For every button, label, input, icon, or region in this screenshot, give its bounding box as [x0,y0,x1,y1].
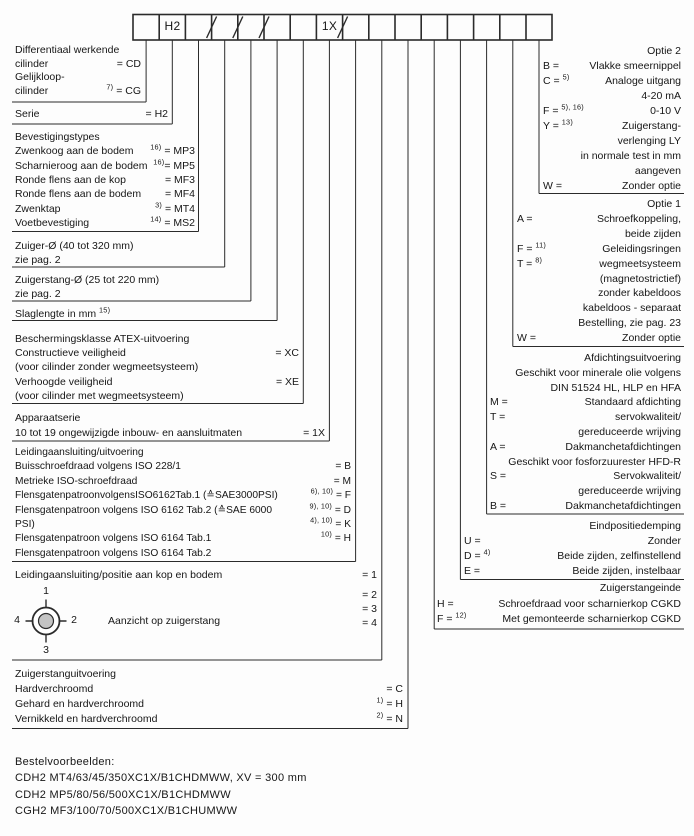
code: F = $^{12)}$ [437,610,467,625]
option-row [543,74,681,89]
code: = 3 [362,603,377,615]
description: Beide zijden, instelbaar [572,565,681,577]
code: = CD [116,57,141,70]
field-row [15,475,351,489]
code: $^{4), 10)}$ = K [310,515,351,531]
description: Dakmanchetafdichtingen [565,499,681,512]
section-header: Bevestigingstypes [15,131,100,143]
label: Ronde flens aan de bodem [15,188,142,201]
code: $^{6), 10)}$ = F [310,486,351,502]
section-header: Beschermingsklasse ATEX-uitvoering [15,333,190,345]
section-cushioning [464,519,681,579]
section-rod-finish [15,667,403,727]
footnote-ref: 10) [320,530,333,540]
footnote-ref: 3) [155,200,163,210]
footnote-ref: 2) [376,710,384,720]
description: servokwaliteit/ [615,411,681,424]
position-label-2: 2 [71,614,77,626]
code: = 2 [362,589,377,601]
footnote-ref: 8) [535,255,543,265]
field-row [15,187,195,201]
option-row [490,499,681,514]
field-row [15,202,195,216]
description: zonder kabeldoos [598,287,681,300]
code: = 4 [362,617,377,629]
description: kabeldoos - separaat [582,302,681,315]
label: Zwenkoog aan de bodem [15,145,134,158]
option-row [517,316,681,331]
description: (magnetostrictief) [599,272,681,285]
label: zie pag. 2 [15,287,61,300]
code: S = [490,470,507,483]
option-row [490,484,681,499]
code: = M [333,475,351,487]
code: = H2 [145,108,168,120]
code: $^{1)}$ = H [376,695,403,710]
option-row [517,301,681,316]
section-apparaatserie [15,411,325,440]
description: Vlakke smeernippel [589,60,681,72]
field-row [15,216,195,230]
label: Zuiger-Ø (40 tot 320 mm) [15,240,134,252]
option-row [517,257,681,272]
footnote-ref: 1) [376,695,384,705]
footnote-ref: 15) [99,305,111,315]
label: Buisschroefdraad volgens ISO 228/1 [15,461,181,473]
field-row [15,375,299,389]
label: cilinder [15,57,49,70]
label: zie pag. 2 [15,253,61,266]
description: gereduceerde wrijving [578,485,681,498]
code: A = [517,212,533,225]
code: H = [437,597,454,610]
section-header: Eindpositiedemping [589,520,681,532]
section-header: Zuigerstangeinde [599,582,681,594]
section-header: Optie 1 [647,198,681,210]
description: Zonder [647,535,681,547]
description: Met gemonteerde scharnierkop CGKD [502,613,681,625]
section-optie-2 [543,44,681,194]
code: B = [490,499,507,512]
description: Standaard afdichting [584,396,681,409]
ordering-examples [15,754,307,820]
option-row [437,612,681,628]
option-row [517,286,681,301]
code: $^{2)}$ = N [376,710,403,725]
field-row [15,173,195,187]
examples-header: Bestelvoorbeelden: [15,756,115,768]
position-label-3: 3 [43,644,49,656]
code: = C [386,683,403,695]
rod-view-caption: Aanzicht op zuigerstang [108,615,221,627]
description: Servokwaliteit/ [613,470,681,483]
section-optie-1 [517,197,681,346]
description: Geleidingsringen [602,242,681,255]
code: F = $^{11)}$ [517,240,546,255]
footnote-ref: 12) [455,610,467,620]
code: T = [490,411,506,424]
example-line: CDH2 MT4/63/45/350XC1X/B1CHDMWW, XV = 300 mm [15,772,307,785]
code: D = $^{4)}$ [464,547,491,562]
footnote-ref: 5), 16) [561,102,584,112]
section-rod-diameter [15,274,235,301]
code: W = [517,332,536,345]
example-line: CGH2 MF3/100/70/500XC1X/B1CHUMWW [15,805,238,818]
code: C = $^{5)}$ [543,72,570,87]
footnote-ref: 4), 10) [310,515,333,525]
code-box-1x: 1X [321,19,338,33]
option-row [490,455,681,470]
field-row [15,58,141,72]
label: Metrieke ISO-schroefdraad [15,475,138,487]
field-row [15,547,351,561]
section-header: Leidingaansluiting/uitvoering [15,447,144,458]
code: = B [335,461,351,473]
label: Slaglengte in mm $^{15)}$ [15,305,111,320]
description: Schroefdraad voor scharnierkop CGKD [498,597,681,610]
option-row [437,597,681,613]
label: Flensgatenpatroon volgens ISO 6164 Tab.2 [15,547,212,559]
option-row [543,134,681,149]
option-row [517,331,681,346]
field-row [15,144,195,158]
footnote-ref: 4) [483,547,491,557]
note: (voor cilinder zonder wegmeetsysteem) [15,361,199,374]
code: = MF3 [164,174,195,187]
footnote-ref: 16) [150,142,162,152]
label: cilinder [15,85,49,98]
option-row [490,381,681,396]
label: Zwenktap [15,202,61,215]
label: PSI) [15,519,35,531]
code: Y = $^{13)}$ [543,117,573,132]
label: Gehard en hardverchroomd [15,698,144,710]
section-header: Leidingaansluiting/positie aan kop en bodem [15,569,223,581]
field-row [15,532,351,546]
option-row [490,425,681,440]
description: Zonder optie [622,180,681,192]
label: Vernikkeld en hardverchroomd [15,713,158,725]
label: Constructieve veiligheid [15,347,126,360]
section-piston-diameter [15,240,215,267]
code: F = $^{5), 16)}$ [543,102,584,117]
description: Zonder optie [622,332,681,345]
label: Hardverchroomd [15,683,94,695]
option-row [490,440,681,455]
description: wegmeetsysteem [599,257,681,270]
section-atex [15,332,299,403]
footnote-ref: 14) [150,214,162,224]
label: Verhoogde veiligheid [15,375,113,388]
option-row [490,410,681,425]
field-row [15,697,403,712]
section-header: Apparaatserie [15,412,81,424]
description: Beide zijden, zelfinstellend [557,550,681,562]
code: W = [543,180,562,192]
example-line: CDH2 MP5/80/56/500XC1X/B1CHDMWW [15,788,231,801]
position-label-4: 4 [14,614,20,626]
footnote-ref: 11) [535,240,546,250]
footnote-ref: 13) [561,117,573,127]
option-row [490,469,681,484]
section-cylinder-type [15,44,141,99]
label: Serie [15,108,40,120]
label: Gelijkloop- [15,71,65,84]
section-header: Afdichtingsuitvoering [584,352,681,364]
code: $^{10)}$ = H [320,530,351,545]
section-mounting-types [15,130,195,230]
label: Voetbevestiging [15,217,90,230]
option-row [490,366,681,381]
code: B = [543,60,560,72]
code: = 1 [362,569,377,581]
code: E = [464,565,481,577]
option-row [517,212,681,227]
label: 10 tot 19 ongewijzigde inbouw- en aansluitmaten [15,426,243,439]
label: Scharnieroog aan de bodem [15,159,148,172]
option-row [490,395,681,410]
field-row [15,515,351,532]
description: 0-10 V [650,105,681,117]
code: U = [464,535,481,547]
code-box-h2: H2 [164,19,181,33]
description: gereduceerde wrijving [578,425,681,438]
code: A = [490,440,506,453]
field-row [15,346,299,360]
section-stroke-length [15,307,273,321]
label: FlensgatenpatroonvolgensISO6162Tab.1 (≙SAE3000PSI) [15,490,278,502]
section-header: Optie 2 [647,45,681,57]
description: Bestelling, zie pag. 23 [578,317,681,330]
section-rod-end [437,581,681,628]
footnote-ref: 7) [106,82,114,92]
section-header: Zuigerstanguitvoering [15,668,116,680]
footnote-ref: 9), 10) [309,501,333,511]
field-row [15,426,325,441]
footnote-ref: 5) [562,72,570,82]
code: = XE [275,375,299,388]
field-row [15,159,195,173]
field-row [15,501,351,518]
description: Geschikt voor minerale olie volgens [515,366,681,379]
label: Flensgatenpatroon volgens ISO 6162 Tab.2 (≙SAE 6000 [15,504,272,516]
description: Analoge uitgang [605,75,681,87]
option-row [464,549,681,564]
option-row [517,272,681,287]
description: 4-20 mA [641,90,681,102]
code: $^{16)}$= MP5 [153,157,195,172]
code: T = $^{8)}$ [517,255,543,270]
description: Zuigerstang- [622,120,681,132]
description: beide zijden [624,227,681,240]
section-port-position [15,568,377,658]
option-row [543,119,681,134]
label: Flensgatenpatroon volgens ISO 6164 Tab.1 [15,533,212,545]
code: $^{3)}$ = MT4 [155,200,195,215]
option-row [543,149,681,164]
field-row [15,712,403,727]
footnote-ref: 6), 10) [310,486,334,496]
description: Dakmanchetafdichtingen [565,440,681,453]
label: Zuigerstang-Ø (25 tot 220 mm) [15,274,160,286]
code: $^{16)}$ = MP3 [150,142,195,158]
description: DIN 51524 HL, HLP en HFA [550,381,681,394]
option-row [543,179,681,194]
section-serie [15,107,168,121]
code: $^{14)}$ = MS2 [150,214,195,230]
code: $^{7)}$ = CG [106,82,141,98]
code: $^{9), 10)}$ = D [309,501,351,516]
label: Differentiaal werkende [15,44,120,56]
code: M = [490,396,508,409]
section-port-version [15,446,351,561]
field-row [15,460,351,474]
option-row [464,564,681,579]
field-row [15,107,168,121]
footnote-ref: 16) [153,157,165,167]
label: Ronde flens aan de kop [15,174,126,187]
code: = MF4 [164,188,195,201]
position-label-1: 1 [43,585,49,597]
note: (voor cilinder met wegmeetsysteem) [15,389,184,402]
option-row [543,164,681,179]
code: = XC [275,347,299,360]
field-row [15,82,141,99]
field-row [15,486,351,503]
option-row [464,534,681,549]
section-seals [490,351,681,514]
description: Geschikt voor fosforzuurester HFD-R [508,455,681,468]
field-row [15,568,377,582]
description: verlenging LY [617,135,681,147]
field-row [15,682,403,697]
description: in normale test in mm [580,150,681,162]
description: Schroefkoppeling, [596,212,681,225]
description: aangeven [634,165,681,177]
code: = 1X [303,426,325,439]
